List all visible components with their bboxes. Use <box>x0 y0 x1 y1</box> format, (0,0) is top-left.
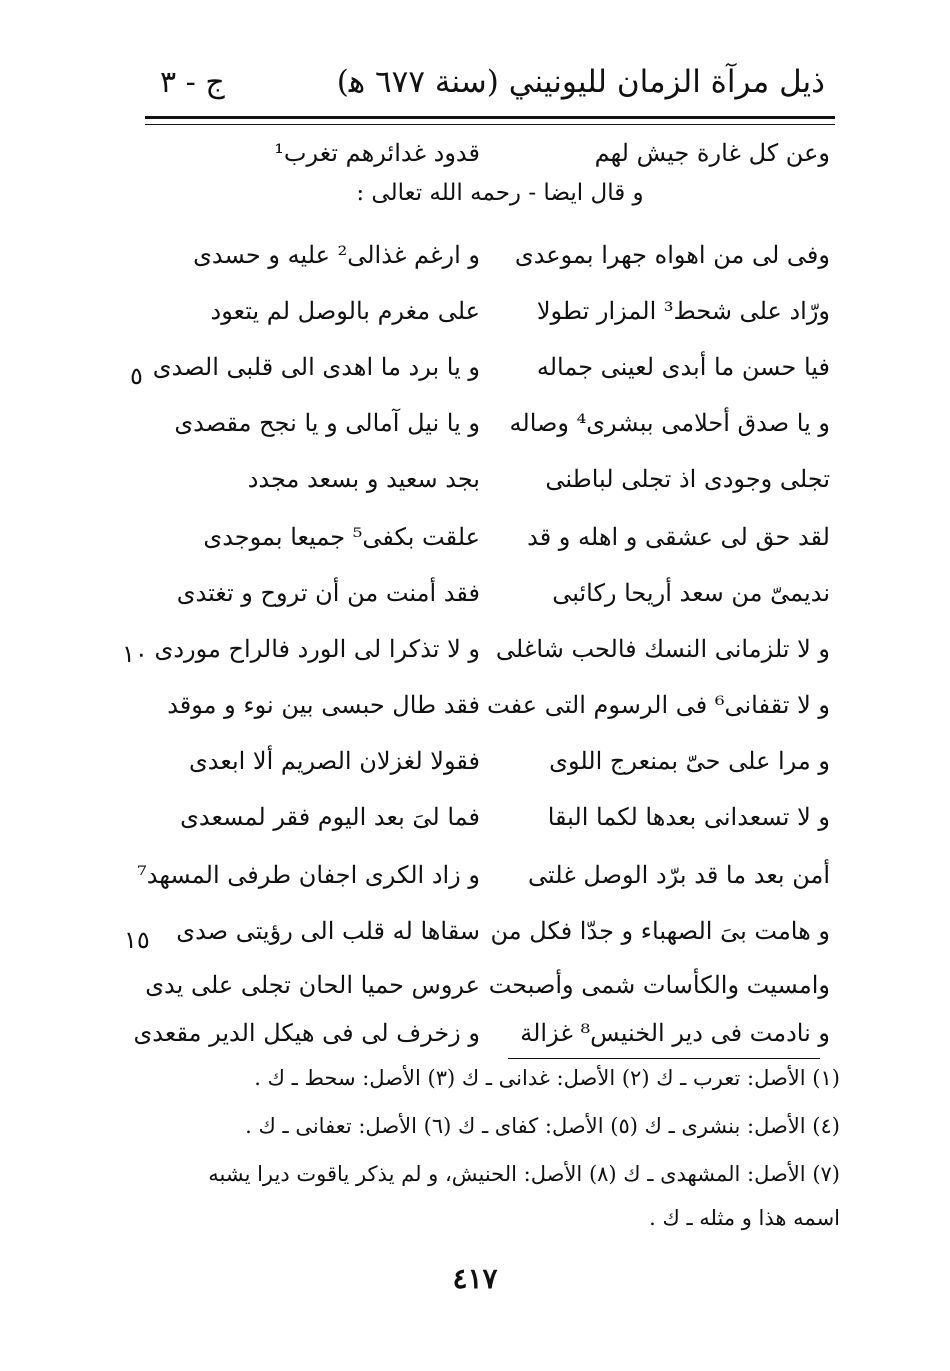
verse-second-hemistich: فقد طال حبسى بين نوء و موقد <box>167 691 480 719</box>
verse-row <box>137 850 830 900</box>
verse-first-hemistich: وامسيت والكأسات شمى وأصبحت <box>488 971 830 999</box>
verse-first-hemistich: و هامت بىَ الصهباء و جدّا فكل من <box>490 917 830 945</box>
verse-row <box>170 454 830 504</box>
verse-first-hemistich: وعن كل غارة جيش لهم <box>594 139 830 167</box>
header-rule-thin <box>145 124 835 125</box>
line-number-15: ١٥ <box>124 926 150 954</box>
verse-second-hemistich: و زخرف لى فى هيكل الدير مقعدى <box>133 1019 480 1047</box>
verse-row <box>170 512 830 562</box>
verse-row <box>154 624 830 674</box>
line-number-10: ١٠ <box>122 640 148 668</box>
verse-second-hemistich: عروس حميا الحان تجلى على يدى <box>145 971 480 999</box>
page-header <box>160 52 825 112</box>
verse-first-hemistich: و لا تلزمانى النسك فالحب شاغلى <box>495 635 830 663</box>
verse-second-hemistich: و زاد الكرى اجفان طرفى المسهد⁷ <box>137 861 480 889</box>
footnote-line: اسمه هذا و مثله ـ ك . <box>649 1206 840 1230</box>
verse-second-hemistich: فقد أمنت من أن تروح و تغتدى <box>176 579 480 607</box>
line-number-5: ٥ <box>130 362 143 390</box>
verse-first-hemistich: و يا صدق أحلامى ببشرى⁴ وصاله <box>509 409 830 437</box>
verse-first-hemistich: و لا تسعدانى بعدها لكما البقا <box>547 803 830 831</box>
footnote-separator <box>508 1058 820 1059</box>
verse-row <box>170 398 830 448</box>
verse-second-hemistich: فقولا لغزلان الصريم ألا ابعدى <box>188 747 480 775</box>
volume-number: ج - ٣ <box>160 64 225 100</box>
footnote-line: (١) الأصل: تعرب ـ ك (٢) الأصل: غدانى ـ ك (٣) الأصل: سحط ـ ك . <box>254 1066 840 1090</box>
verse-first-hemistich: لقد حق لى عشقى و اهله و قد <box>527 523 830 551</box>
verse-first-hemistich: أمن بعد ما قد برّد الوصل غلتى <box>528 861 830 889</box>
verse-second-hemistich: علقت بكفى⁵ جميعا بموجدى <box>203 523 480 551</box>
verse-first-hemistich: و لا تقفانى⁶ فى الرسوم التى عفت <box>487 691 830 719</box>
verse-row <box>170 792 830 842</box>
verse-row <box>170 568 830 618</box>
verse-first-hemistich: نديمىّ من سعد أريحا ركائبى <box>552 579 830 607</box>
opening-verse <box>170 128 830 178</box>
verse-first-hemistich: ورّاد على شحط³ المزار تطولا <box>536 297 830 325</box>
verse-second-hemistich: بجد سعيد و بسعد مجدد <box>247 465 480 493</box>
verse-second-hemistich: و لا تذكرا لى الورد فالراح موردى <box>154 635 480 663</box>
verse-second-hemistich: و ارغم غذالى² عليه و حسدى <box>193 241 480 269</box>
verse-first-hemistich: و مرا على حىّ بمنعرج اللوى <box>549 747 830 775</box>
poem-intro: و قال ايضا - رحمه الله تعالى : <box>356 180 644 206</box>
verse-second-hemistich: و يا برد ما اهدى الى قلبى الصدى <box>152 353 480 381</box>
page-number: ٤١٧ <box>452 1262 498 1295</box>
verse-row <box>170 736 830 786</box>
verse-first-hemistich: و نادمت فى دير الخنيس⁸ غزالة <box>520 1019 830 1047</box>
verse-second-hemistich: سقاها له قلب الى رؤيتى صدى <box>176 917 480 945</box>
header-rule-thick <box>145 116 835 119</box>
footnote-line: (٤) الأصل: بنشرى ـ ك (٥) الأصل: كفاى ـ ك (٦) الأصل: تعفانى ـ ك . <box>245 1114 840 1138</box>
verse-second-hemistich: فما لىَ بعد اليوم فقر لمسعدى <box>180 803 480 831</box>
running-title: ذيل مرآة الزمان لليونيني (سنة ٦٧٧ ﻫ) <box>336 64 825 100</box>
verse-row <box>170 286 830 336</box>
verse-row <box>170 230 830 280</box>
verse-row <box>152 342 830 392</box>
verse-second-hemistich: قدود غدائرهم تغرب¹ <box>274 139 480 167</box>
verse-row <box>145 960 830 1010</box>
verse-second-hemistich: و يا نيل آمالى و يا نجح مقصدى <box>174 409 480 437</box>
verse-first-hemistich: فيا حسن ما أبدى لعينى جماله <box>536 353 830 381</box>
verse-row <box>170 906 830 956</box>
verse-row <box>133 1008 830 1058</box>
verse-row <box>167 680 830 730</box>
verse-first-hemistich: وفى لى من اهواه جهرا بموعدى <box>514 241 830 269</box>
verse-second-hemistich: على مغرم بالوصل لم يتعود <box>210 297 480 325</box>
footnote-line: (٧) الأصل: المشهدى ـ ك (٨) الأصل: الحنيش، و لم يذكر ياقوت ديرا يشبه <box>208 1162 840 1186</box>
verse-first-hemistich: تجلى وجودى اذ تجلى لباطنى <box>545 465 830 493</box>
